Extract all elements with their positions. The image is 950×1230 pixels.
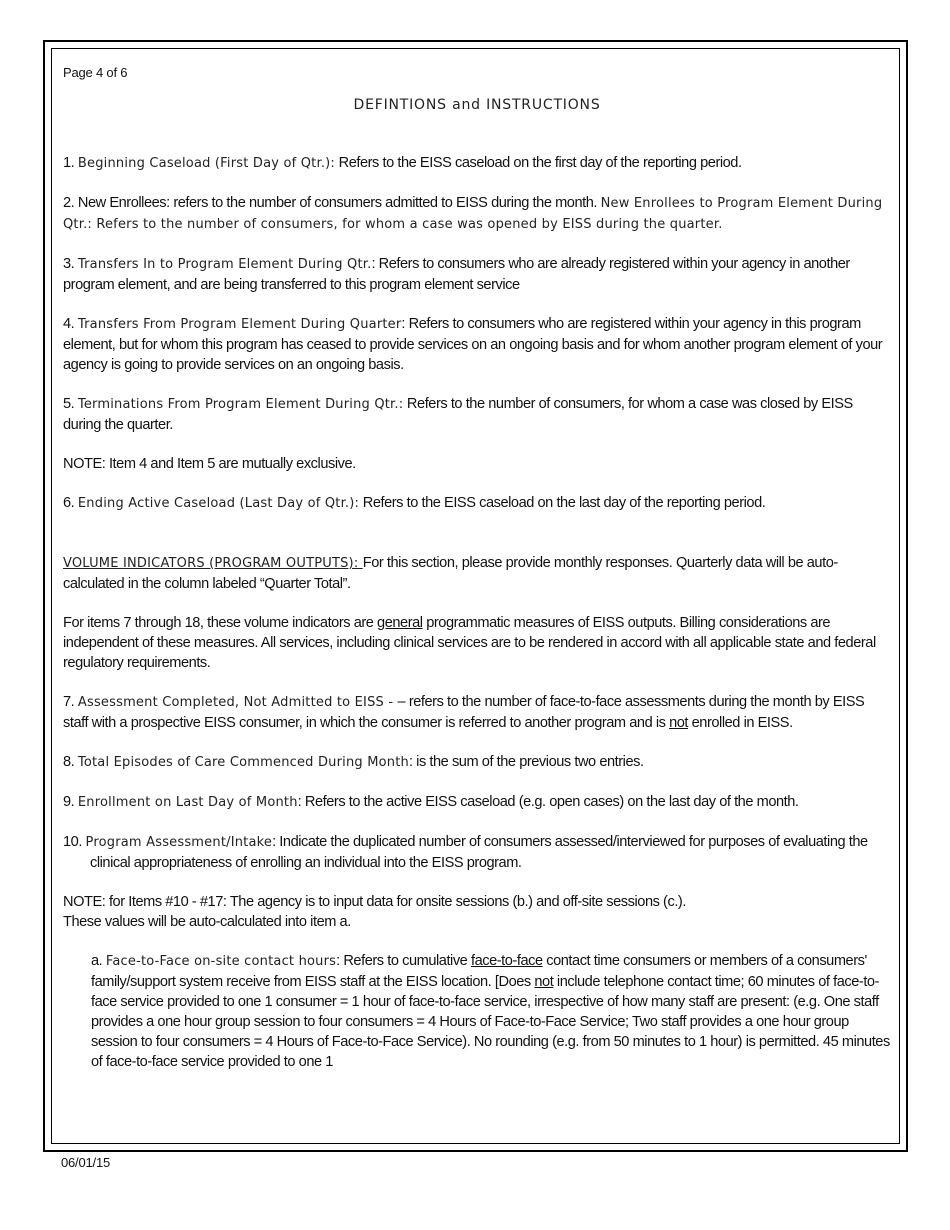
item-2-term: New Enrollees to Program Element During Qtr.: Refers to the number of consumers, for whom a case was opened by EISS during the quarter. [63,196,883,232]
item-10-text: : Indicate the duplicated number of consumers assessed/interviewed for purposes of evaluating the clinical appropriateness of enrolling an individual into the EISS program. [90,834,868,871]
item-7-number: 7. [63,694,78,710]
item-7-text-b: enrolled in EISS. [688,715,793,731]
volume-paragraph-part-b: programmatic measures of EISS outputs. Billing considerations are independent of these measures. All services, including clinical services are to be rendered in accord with all applicable state and federal regulatory requirements. [63,615,876,671]
item-2-number: 2. [63,195,78,211]
item-7-text-underlined: not [669,715,689,731]
note-line-1: NOTE: for Items #10 - #17: The agency is to input data for onsite sessions (b.) and off-site sessions (c.). [63,894,686,910]
item-6-term: Ending Active Caseload (Last Day of Qtr.): [77,496,360,511]
footer-date: 06/01/15 [61,1155,111,1170]
item-4-text: : Refers to consumers who are registered within your agency in this program element, but for whom this program has ceased to provide services on an ongoing basis and for whom another program element of your agency is going to provide services on an ongoing basis. [63,316,883,373]
item-1 [63,153,891,174]
item-a-number: a. [91,953,106,969]
item-5-number: 5. [63,396,78,412]
volume-paragraph-underlined: general [377,615,423,631]
note-line-2: These values will be auto-calculated into item a. [63,914,351,930]
note-mutually-exclusive: NOTE: Item 4 and Item 5 are mutually exclusive. [63,456,356,472]
item-5-text: Refers to the number of consumers, for whom a case was closed by EISS during the quarter. [63,396,853,433]
page-title: DEFINTIONS and INSTRUCTIONS [353,97,601,113]
page-border-outer [43,40,908,1152]
volume-indicators-text: For this section, please provide monthly responses. Quarterly data will be auto-calculated in the column labeled “Quarter Total”. [63,555,838,592]
item-a [63,951,891,1072]
item-7-term: Assessment Completed, Not Admitted to EISS - [77,695,398,710]
item-6 [63,493,891,514]
item-10-term: Program Assessment/Intake [85,835,273,850]
item-4-number: 4. [63,316,78,332]
item-a-text-c: include telephone contact time; 60 minutes of face-to-face service provided to one 1 consumer = 1 hour of face-to-face service, irrespective of how many staff are present: (e.g. One staff provides a one hour group session to four consumers = 4 Hours of Face-to-Face Service; Two staff provides a one hour group session to four consumers = 4 Hours of Face-to-Face Service). No rounding (e.g. from 50 minutes to 1 hour) is permitted. 45 minutes of face-to-face service provided to one 1 [91,974,890,1070]
item-3-number: 3. [63,256,78,272]
item-a-text-b: contact time consumers or members of a consumers' family/support system receive from EISS staff at the EISS location. [Does [91,953,867,990]
item-5 [63,394,891,435]
item-2-text: New Enrollees: refers to the number of consumers admitted to EISS during the month. [77,195,601,211]
item-4-term: Transfers From Program Element During Quarter [77,317,402,332]
item-8 [63,752,891,773]
item-10 [63,832,891,873]
item-9-number: 9. [63,794,78,810]
item-a-text-underlined-2: not [534,974,554,990]
page-border-inner [51,48,900,1144]
item-1-text: Refers to the EISS caseload on the first day of the reporting period. [335,155,742,171]
item-9 [63,792,891,813]
document-content [63,63,891,1091]
item-3-text: : Refers to consumers who are already registered within your agency in another program element, and are being transferred to this program element service [63,256,850,293]
volume-indicators-paragraph [63,613,891,673]
item-7-text-a: – refers to the number of face-to-face assessments during the month by EISS staff with a prospective EISS consumer, in which the consumer is referred to another program and is [63,694,865,731]
item-a-term: Face-to-Face on-site contact hours [105,954,337,969]
item-3-term: Transfers In to Program Element During Qtr. [77,257,372,272]
item-1-term: Beginning Caseload (First Day of Qtr.): [77,156,336,171]
item-7 [63,692,891,733]
item-10-number: 10. [63,834,86,850]
item-8-number: 8. [63,754,78,770]
item-4 [63,314,891,375]
item-8-term: Total Episodes of Care Commenced During Month [77,755,409,770]
item-5-term: Terminations From Program Element During Qtr.: [77,397,404,412]
item-6-text: Refers to the EISS caseload on the last day of the reporting period. [359,495,766,511]
item-8-text: : is the sum of the previous two entries. [408,754,644,770]
item-2 [63,193,891,235]
item-9-text: : Refers to the active EISS caseload (e.g. open cases) on the last day of the month. [297,794,799,810]
volume-indicators-intro [63,553,891,594]
page-number: Page 4 of 6 [63,65,128,80]
item-a-text-underlined-1: face-to-face [470,953,543,969]
volume-indicators-heading: VOLUME INDICATORS (PROGRAM OUTPUTS): [63,556,363,571]
item-a-text-a: : Refers to cumulative [336,953,471,969]
item-1-number: 1. [63,155,78,171]
volume-paragraph-part-a: For items 7 through 18, these volume indicators are [63,615,378,631]
note-items-10-17 [63,892,891,932]
item-9-term: Enrollment on Last Day of Month [77,795,298,810]
item-6-number: 6. [63,495,78,511]
item-3 [63,254,891,295]
